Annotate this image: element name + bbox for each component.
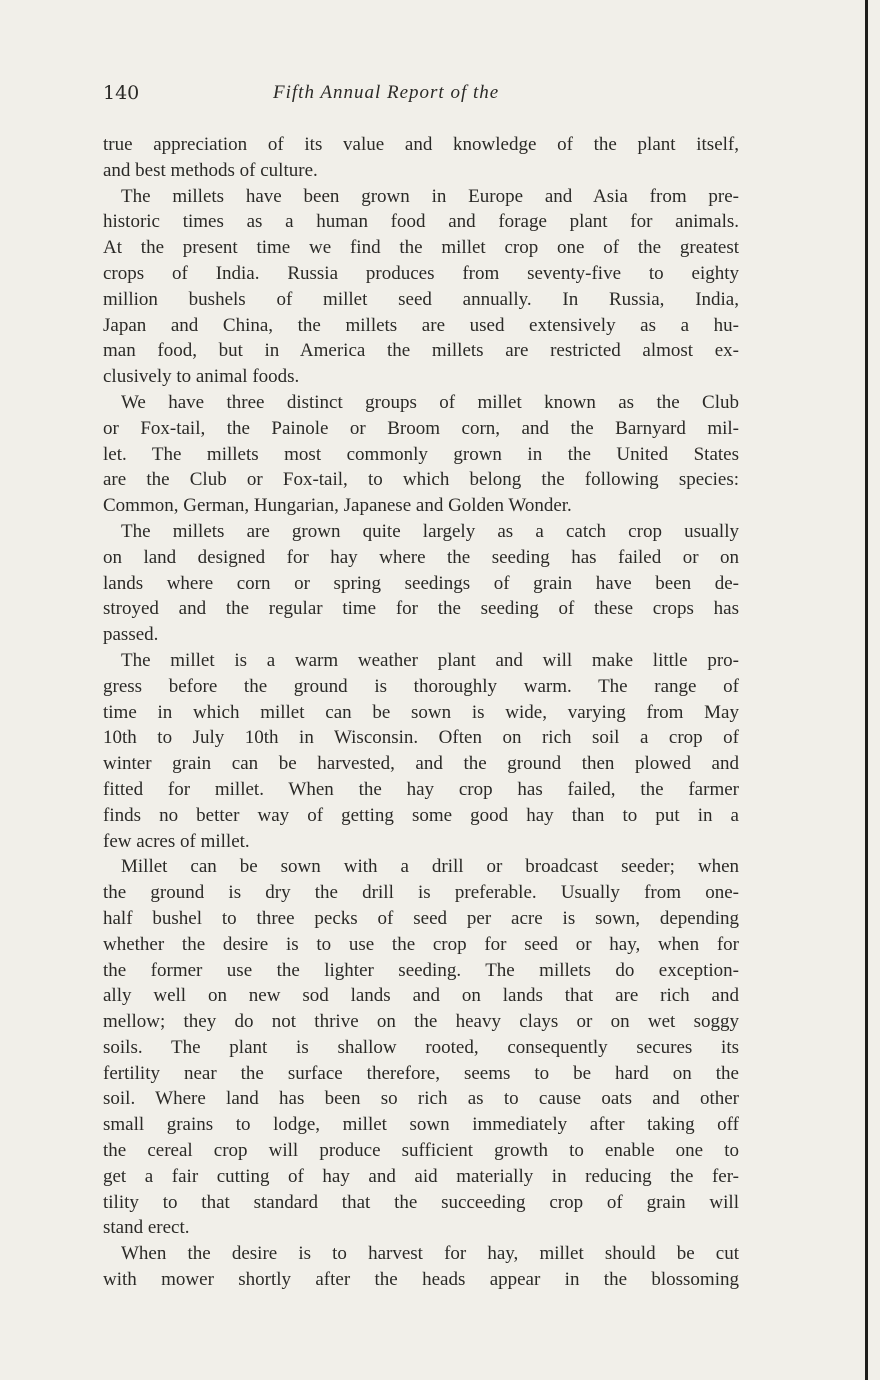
text-line: lands where corn or spring seedings of grain have been de- <box>103 572 739 594</box>
text-line: Millet can be sown with a drill or broadcast seeder; when <box>121 856 739 878</box>
text-line: the ground is dry the drill is preferable. Usually from one- <box>103 882 739 904</box>
text-line: We have three distinct groups of millet known as the Club <box>121 391 739 413</box>
text-line: are the Club or Fox-tail, to which belong the following species: <box>103 469 739 491</box>
text-line: time in which millet can be sown is wide, varying from May <box>103 701 739 723</box>
text-line: the cereal crop will produce sufficient growth to enable one to <box>103 1140 739 1162</box>
text-line: few acres of millet. <box>103 830 250 852</box>
text-line: The millet is a warm weather plant and will make little pro- <box>121 649 739 671</box>
text-line: The millets are grown quite largely as a catch crop usually <box>121 520 739 542</box>
text-line: ally well on new sod lands and on lands that are rich and <box>103 985 739 1007</box>
page-header <box>103 82 743 110</box>
text-line: mellow; they do not thrive on the heavy clays or on wet soggy <box>103 1011 739 1033</box>
text-line: stroyed and the regular time for the seeding of these crops has <box>103 598 739 620</box>
text-line: whether the desire is to use the crop for seed or hay, when for <box>103 933 739 955</box>
text-line: soils. The plant is shallow rooted, consequently secures its <box>103 1036 739 1058</box>
page-edge-line <box>865 0 868 1380</box>
text-line: historic times as a human food and forage plant for animals. <box>103 211 739 233</box>
text-line: million bushels of millet seed annually. In Russia, India, <box>103 288 739 310</box>
text-line: with mower shortly after the heads appear in the blossoming <box>103 1269 739 1291</box>
text-line: get a fair cutting of hay and aid materially in reducing the fer- <box>103 1165 739 1187</box>
text-line: winter grain can be harvested, and the ground then plowed and <box>103 753 739 775</box>
text-line: fitted for millet. When the hay crop has failed, the farmer <box>103 778 739 800</box>
text-line: 10th to July 10th in Wisconsin. Often on rich soil a crop of <box>103 727 739 749</box>
text-line: or Fox-tail, the Painole or Broom corn, and the Barnyard mil- <box>103 417 739 439</box>
text-line: stand erect. <box>103 1217 190 1239</box>
text-line: tility to that standard that the succeeding crop of grain will <box>103 1191 739 1213</box>
text-line: half bushel to three pecks of seed per acre is sown, depending <box>103 907 739 929</box>
text-line: small grains to lodge, millet sown immediately after taking off <box>103 1114 739 1136</box>
text-line: At the present time we find the millet crop one of the greatest <box>103 237 739 259</box>
text-line: on land designed for hay where the seeding has failed or on <box>103 546 739 568</box>
text-line: true appreciation of its value and knowledge of the plant itself, <box>103 134 739 155</box>
text-line: and best methods of culture. <box>103 159 318 181</box>
text-line: passed. <box>103 624 159 646</box>
text-line: Japan and China, the millets are used extensively as a hu- <box>103 314 739 336</box>
text-line: let. The millets most commonly grown in the United States <box>103 443 739 465</box>
text-line: The millets have been grown in Europe and Asia from pre- <box>121 185 739 207</box>
text-line: finds no better way of getting some good hay than to put in a <box>103 804 739 826</box>
text-line: crops of India. Russia produces from seventy-five to eighty <box>103 262 739 284</box>
body-text <box>103 132 739 1293</box>
running-head: Fifth Annual Report of the <box>273 82 500 103</box>
text-line: man food, but in America the millets are restricted almost ex- <box>103 340 739 362</box>
text-line: soil. Where land has been so rich as to cause oats and other <box>103 1088 739 1110</box>
page-number: 140 <box>103 82 140 104</box>
text-line: the former use the lighter seeding. The millets do exception- <box>103 959 739 981</box>
text-line: gress before the ground is thoroughly warm. The range of <box>103 675 739 697</box>
text-line: When the desire is to harvest for hay, millet should be cut <box>121 1243 739 1265</box>
text-line: clusively to animal foods. <box>103 366 300 388</box>
text-line: Common, German, Hungarian, Japanese and Golden Wonder. <box>103 495 572 517</box>
text-line: fertility near the surface therefore, seems to be hard on the <box>103 1062 739 1084</box>
